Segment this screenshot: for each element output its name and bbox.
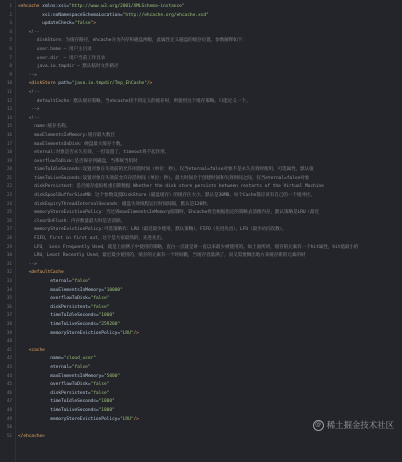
code-line — [0, 115, 402, 124]
code-line — [0, 287, 402, 296]
code-line — [0, 338, 402, 347]
code-line — [0, 98, 402, 107]
code-token: eternal:对象是否永久有效，一但设置了，timeout将不起作用。 — [18, 150, 170, 156]
code-token: memoryStoreEvictionPolicy= — [18, 330, 121, 336]
code-line — [0, 398, 402, 407]
code-text — [18, 29, 398, 38]
line-number: 20 — [6, 167, 12, 173]
code-line — [0, 244, 402, 253]
code-text — [18, 46, 398, 55]
code-token: --> — [18, 261, 37, 267]
code-token: LFU， Less Frequently Used，就是上面例子中使用的策略，直白一点就是讲一直以来最少被使用的。如上面所讲，缓存的元素有一个hit属性，hit值最小的 — [18, 244, 359, 250]
code-line — [0, 381, 402, 390]
code-text — [18, 166, 398, 175]
code-token: maxElementsInMemory= — [18, 287, 104, 293]
code-token: /> — [146, 81, 153, 87]
code-line — [0, 347, 402, 356]
watermark-text: 稀土掘金技术社区 — [326, 421, 394, 431]
code-text — [18, 98, 398, 107]
line-number: 27 — [6, 227, 12, 233]
code-token: "cloud_user" — [63, 356, 96, 362]
code-text — [18, 252, 398, 261]
line-number: 29 — [6, 244, 12, 250]
code-text — [18, 132, 398, 141]
code-token: diskPersistent：是否缓存虚拟机重启期数据 Whether the disk store persists between restarts of the Virtual Machine — [18, 184, 324, 190]
line-number: 39 — [6, 330, 12, 336]
code-line — [0, 373, 402, 382]
code-line — [0, 166, 402, 175]
code-token: "10000" — [103, 287, 123, 293]
code-line — [0, 218, 402, 227]
line-number: 10 — [6, 81, 12, 87]
code-token: "LRU" — [120, 416, 134, 422]
code-text — [18, 381, 398, 390]
code-token: updateCheck= — [18, 21, 75, 27]
code-line — [0, 175, 402, 184]
line-number: 40 — [6, 339, 12, 345]
code-line — [0, 192, 402, 201]
code-text — [18, 390, 398, 399]
code-text — [18, 269, 398, 278]
code-token: user.home – 用户主目录 — [18, 46, 92, 52]
code-token: memoryStoreEvictionPolicy:可选策略有：LRU（最近最少使用，默认策略）、FIFO（先进先出）、LFU（最少访问次数）。 — [18, 227, 287, 233]
code-text — [18, 433, 398, 442]
code-token: name:缓存名称。 — [18, 124, 71, 130]
code-text — [18, 149, 398, 158]
code-text — [18, 407, 398, 416]
code-token: diskPersistent= — [18, 390, 91, 396]
line-number: 49 — [6, 416, 12, 422]
code-text — [18, 373, 398, 382]
code-line — [0, 63, 402, 72]
code-token: defaultCache：默认缓存策略，当ehcache找不到定义的缓存时，则使用这个缓存策略。只能定义一个。 — [18, 98, 251, 104]
code-text — [18, 398, 398, 407]
line-number: 12 — [6, 98, 12, 104]
line-number: 11 — [6, 89, 12, 95]
code-token: user.dir – 用户当前工作目录 — [18, 55, 106, 61]
code-line — [0, 3, 402, 12]
code-text — [18, 12, 398, 21]
code-token: xmlns:xsi= — [42, 4, 70, 9]
code-token: timeToIdleSeconds= — [18, 313, 99, 319]
code-token: eternal= — [18, 364, 72, 370]
line-number: 3 — [9, 21, 12, 27]
line-number: 23 — [6, 193, 12, 199]
code-line — [0, 235, 402, 244]
line-number: 4 — [9, 29, 12, 35]
code-text — [18, 278, 398, 287]
code-token: maxElementsInMemory= — [18, 373, 104, 379]
line-number: 6 — [9, 46, 12, 52]
code-line — [0, 201, 402, 210]
line-number: 1 — [9, 4, 12, 9]
line-number: 45 — [6, 382, 12, 388]
code-line — [0, 261, 402, 270]
code-text — [18, 355, 398, 364]
code-token: diskStore：为缓存路径，ehcache分为内存和磁盘两级，此属性定义磁盘的缓存位置。参数解释如下： — [18, 38, 247, 44]
line-number: 50 — [6, 425, 12, 431]
code-line — [0, 295, 402, 304]
code-line — [0, 12, 402, 21]
code-token: "false" — [90, 390, 110, 396]
code-token: diskSpoolBufferSizeMB：这个参数设置DiskStore（磁盘缓存）的缓存区大小。默认是30MB。每个Cache都应该有自己的一个缓冲区。 — [18, 193, 315, 199]
code-token: --> — [18, 72, 37, 78]
code-line — [0, 72, 402, 81]
code-text — [18, 3, 398, 12]
code-line — [0, 407, 402, 416]
line-number: 18 — [6, 150, 12, 156]
code-token: "LRU" — [120, 330, 134, 336]
code-token: "false" — [71, 364, 91, 370]
code-line — [0, 149, 402, 158]
code-text — [18, 63, 398, 72]
line-number: 17 — [6, 141, 12, 147]
code-token: diskExpiryThreadIntervalSeconds：磁盘失效线程运行时间间隔，默认是120秒。 — [18, 201, 212, 207]
code-text — [18, 295, 398, 304]
code-line — [0, 433, 402, 442]
code-line — [0, 355, 402, 364]
line-number: 32 — [6, 270, 12, 276]
code-text — [18, 218, 398, 227]
code-token: "false" — [90, 382, 110, 388]
code-token: timeToLiveSeconds:设置对象在失效前允许存活时间（单位：秒）。最大时间介于创建时间和失效时间之间。仅当eternal=false对象 — [18, 175, 310, 181]
code-token: <ehcache — [18, 4, 43, 9]
code-line — [0, 330, 402, 339]
code-line — [0, 106, 402, 115]
code-token: timeToIdleSeconds:设置对象在失效前的允许闲置时间（单位：秒）。仅当eternal=false对象不是永久有效时使用，可选属性，默认值 — [18, 167, 314, 173]
code-text — [18, 183, 398, 192]
line-number: 30 — [6, 253, 12, 259]
line-number: 2 — [9, 12, 12, 18]
code-token: maxElementsOnDisk：硬盘最大缓存个数。 — [18, 141, 125, 147]
code-text — [18, 106, 398, 115]
code-text — [18, 235, 398, 244]
code-text — [18, 347, 398, 356]
line-number: 38 — [6, 321, 12, 327]
code-token: "1800" — [98, 313, 115, 319]
code-token: FIFO，first in first out，这个是大家最熟的，先进先出。 — [18, 236, 166, 242]
code-line — [0, 20, 402, 29]
line-number: 47 — [6, 399, 12, 405]
code-token: "1800" — [98, 399, 115, 405]
line-number: 14 — [6, 115, 12, 121]
code-token: eternal= — [18, 279, 72, 284]
code-line — [0, 209, 402, 218]
code-token: <!-- — [18, 29, 40, 35]
code-line — [0, 252, 402, 261]
code-text — [18, 175, 398, 184]
code-line — [0, 183, 402, 192]
code-token: <cache — [18, 347, 45, 353]
code-text — [18, 244, 398, 253]
code-line — [0, 123, 402, 132]
code-token: overflowToDisk= — [18, 296, 91, 302]
code-token: name= — [18, 356, 64, 362]
line-number: 24 — [6, 201, 12, 207]
code-token: timeToIdleSeconds= — [18, 399, 99, 405]
community-logo-icon: @ — [313, 420, 324, 431]
code-token: diskPersistent= — [18, 304, 91, 310]
code-text — [18, 20, 398, 29]
code-line — [0, 55, 402, 64]
code-line — [0, 80, 402, 89]
code-token: <!-- — [18, 115, 40, 121]
code-token: "false" — [90, 296, 110, 302]
code-token: "false" — [90, 304, 110, 310]
code-line — [0, 390, 402, 399]
code-text — [18, 115, 398, 124]
code-text — [18, 201, 398, 210]
code-line — [0, 37, 402, 46]
line-number: 5 — [9, 38, 12, 44]
code-text — [18, 261, 398, 270]
code-text — [18, 226, 398, 235]
line-number: 7 — [9, 55, 12, 61]
code-text — [18, 123, 398, 132]
line-number: 44 — [6, 373, 12, 379]
code-line — [0, 312, 402, 321]
line-number: 19 — [6, 158, 12, 164]
code-token: --> — [18, 107, 40, 113]
line-number: 26 — [6, 218, 12, 224]
code-token: "5000" — [103, 373, 121, 379]
line-number: 22 — [6, 184, 12, 190]
code-text — [18, 287, 398, 296]
code-line — [0, 304, 402, 313]
code-text — [18, 141, 398, 150]
line-number: 36 — [6, 304, 12, 310]
code-line — [0, 269, 402, 278]
code-token: <diskStore — [18, 81, 59, 87]
code-token: "false" — [74, 21, 94, 27]
code-token: overflowToDisk:是否保存到磁盘，当系统当机时 — [18, 158, 138, 164]
watermark — [313, 419, 394, 431]
code-token: timeToLiveSeconds= — [18, 321, 99, 327]
code-line — [0, 226, 402, 235]
code-text — [18, 55, 398, 64]
code-token: "false" — [71, 279, 91, 284]
code-text — [18, 321, 398, 330]
code-line — [0, 278, 402, 287]
line-number: 51 — [6, 433, 12, 439]
code-token: > — [93, 21, 96, 27]
line-number: 48 — [6, 407, 12, 413]
line-number: 9 — [9, 72, 12, 78]
code-token: maxElementsInMemory:缓存最大数目 — [18, 132, 115, 138]
line-number: 43 — [6, 364, 12, 370]
code-text — [18, 304, 398, 313]
code-token: <!-- — [18, 89, 40, 95]
code-text — [18, 364, 398, 373]
code-token: clearOnFlush：内存数量最大时是否清除。 — [18, 218, 126, 224]
code-line — [0, 46, 402, 55]
line-number: 37 — [6, 313, 12, 319]
code-line — [0, 89, 402, 98]
line-number: 21 — [6, 175, 12, 181]
code-text — [18, 330, 398, 339]
code-text — [18, 312, 398, 321]
code-token: LRU，Least Recently Used，最近最少使用的，缓存的元素有一个时间戳，当缓存容量满了，而又需要腾出地方来缓存新的元素的时 — [18, 253, 306, 259]
code-text — [18, 72, 398, 81]
line-number: 35 — [6, 296, 12, 302]
code-text — [18, 158, 398, 167]
code-token: path= — [58, 81, 72, 87]
code-token: memoryStoreEvictionPolicy：当达到maxElementsInMemory限制时，Ehcache将会根据指定的策略去清理内存。默认策略是LRU（最近 — [18, 210, 320, 216]
code-token: memoryStoreEvictionPolicy= — [18, 416, 121, 422]
line-number: 8 — [9, 64, 12, 70]
line-number: 31 — [6, 261, 12, 267]
line-number: 42 — [6, 356, 12, 362]
code-line — [0, 132, 402, 141]
line-number: 41 — [6, 347, 12, 353]
code-line — [0, 29, 402, 38]
line-number: 28 — [6, 236, 12, 242]
code-line — [0, 364, 402, 373]
line-number: 13 — [6, 107, 12, 113]
code-token: </ehcache> — [18, 433, 45, 439]
code-line — [0, 321, 402, 330]
code-token: java.io.tmpdir – 默认临时文件路径 — [18, 64, 119, 70]
code-token: "http://ehcache.org/ehcache.xsd" — [122, 12, 209, 18]
code-token: xsi:noNamespaceSchemaLocation= — [18, 12, 123, 18]
code-token: /> — [133, 416, 139, 422]
code-token: <defaultCache — [18, 270, 64, 276]
code-token: overflowToDisk= — [18, 382, 91, 388]
code-token: "http://www.w3.org/2001/XMLSchema-instance" — [69, 4, 185, 9]
line-number: 16 — [6, 132, 12, 138]
code-text — [18, 89, 398, 98]
code-token: "259200" — [98, 321, 121, 327]
code-token: timeToLiveSeconds= — [18, 407, 99, 413]
line-number: 33 — [6, 279, 12, 284]
code-text — [18, 37, 398, 46]
line-number: 25 — [6, 210, 12, 216]
code-line — [0, 141, 402, 150]
code-token: "java.io.tmpdir/Tmp_EhCache" — [71, 81, 147, 87]
line-number: 15 — [6, 124, 12, 130]
code-text — [18, 192, 398, 201]
code-line — [0, 158, 402, 167]
line-number: 34 — [6, 287, 12, 293]
code-lines — [0, 3, 402, 441]
line-number: 46 — [6, 390, 12, 396]
code-text — [18, 80, 398, 89]
code-token: "1800" — [98, 407, 115, 413]
code-token: /> — [133, 330, 139, 336]
code-text — [18, 209, 398, 218]
